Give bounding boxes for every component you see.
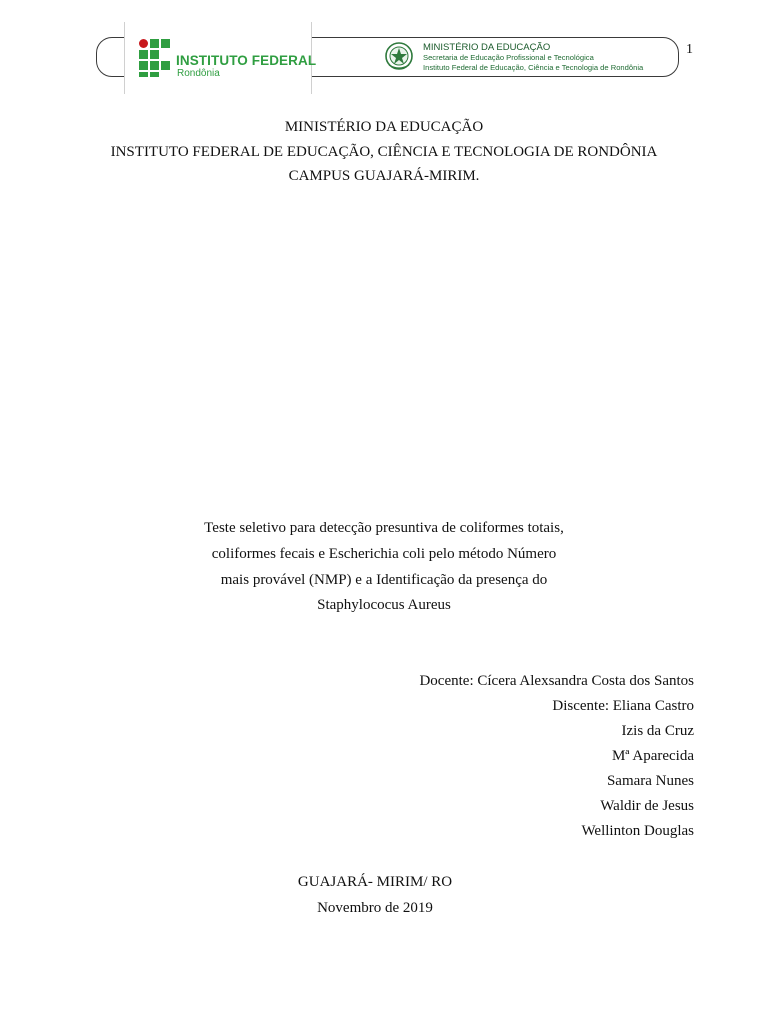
location-line: GUAJARÁ- MIRIM/ RO bbox=[297, 874, 453, 890]
document-title-line: mais provável (NMP) e a Identificação da presença do bbox=[220, 572, 548, 588]
ministry-header-institute: Instituto Federal de Educação, Ciência e Tecnologia de Rondônia bbox=[423, 62, 644, 72]
institute-logo-subtitle: Rondônia bbox=[177, 68, 220, 79]
institute-logo bbox=[124, 22, 317, 94]
document-title-line: Teste seletivo para detecção presuntiva de coliformes totais, bbox=[204, 520, 564, 536]
ministry-heading: MINISTÉRIO DA EDUCAÇÃO bbox=[284, 119, 484, 135]
campus-heading: CAMPUS GUAJARÁ-MIRIM. bbox=[288, 168, 480, 184]
student-name: Wellinton Douglas bbox=[581, 823, 694, 839]
institute-logo-icon bbox=[139, 39, 171, 77]
document-title-line: coliformes fecais e Escherichia coli pelo método Número bbox=[211, 546, 557, 562]
institute-logo-name: INSTITUTO FEDERAL bbox=[176, 53, 317, 68]
docente-line: Docente: Cícera Alexsandra Costa dos Santos bbox=[419, 673, 694, 689]
student-name: Samara Nunes bbox=[606, 773, 694, 789]
ministry-header-title: MINISTÉRIO DA EDUCAÇÃO bbox=[423, 42, 551, 53]
discente-line: Discente: Eliana Castro bbox=[552, 698, 694, 714]
date-line: Novembro de 2019 bbox=[317, 900, 433, 916]
institute-heading: INSTITUTO FEDERAL DE EDUCAÇÃO, CIÊNCIA E TECNOLOGIA DE RONDÔNIA bbox=[110, 144, 658, 160]
student-name: Mª Aparecida bbox=[611, 748, 694, 764]
ministry-header-text bbox=[423, 43, 643, 72]
student-name: Waldir de Jesus bbox=[600, 798, 694, 814]
brazil-coat-of-arms-icon bbox=[384, 41, 414, 71]
page-number: 1 bbox=[686, 42, 693, 57]
ministry-header-secretaria: Secretaria de Educação Profissional e Tecnológica bbox=[423, 53, 594, 62]
document-title-line: Staphylococus Aureus bbox=[317, 597, 451, 613]
student-name: Izis da Cruz bbox=[621, 723, 694, 739]
